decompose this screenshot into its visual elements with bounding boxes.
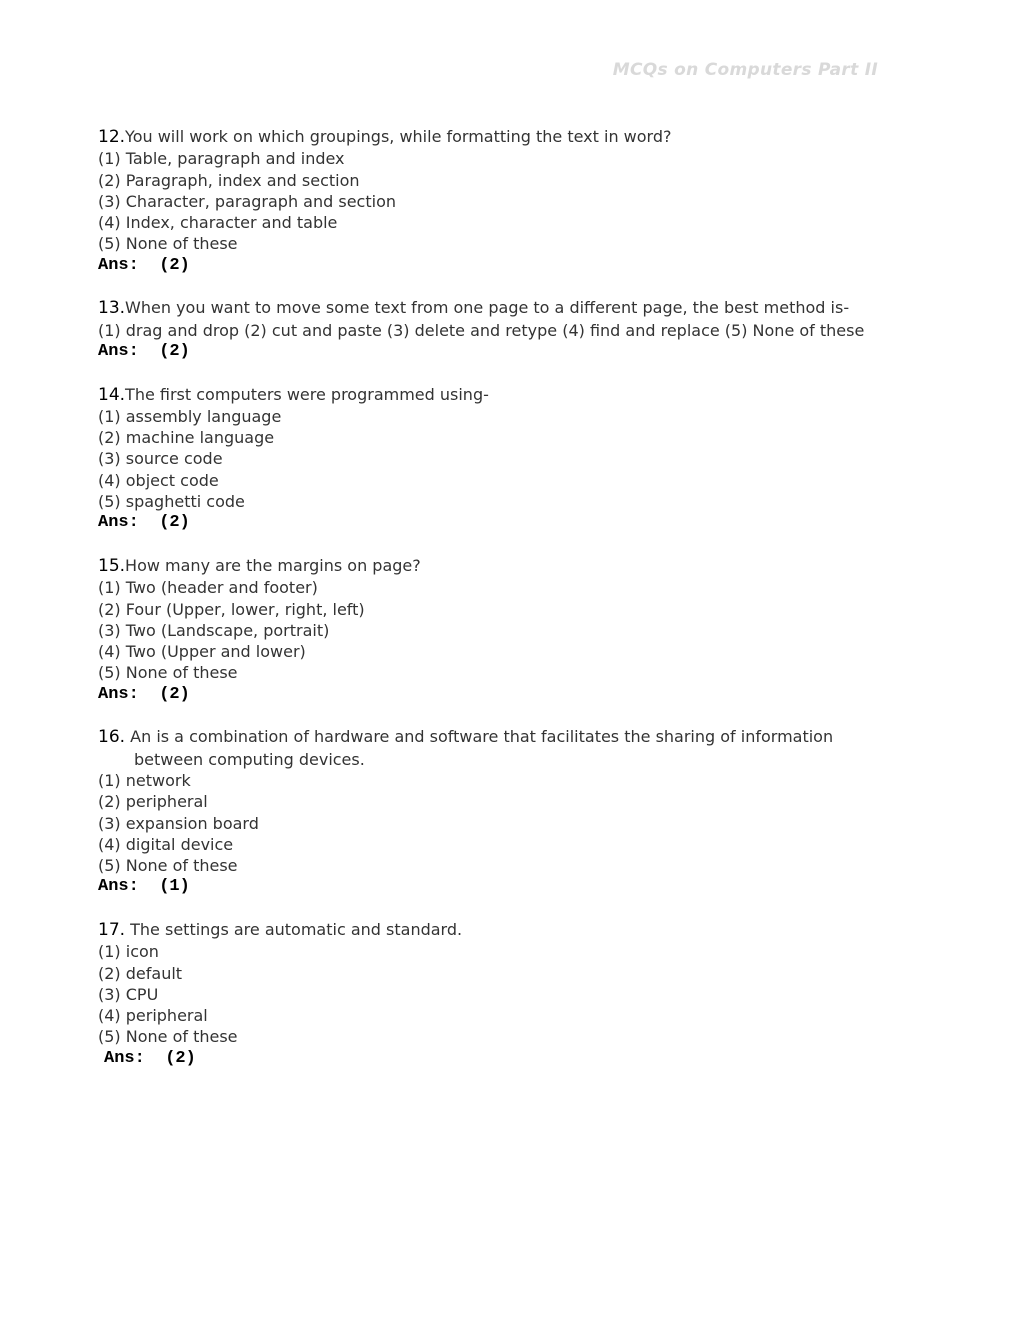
answer: Ans: (2) (104, 1048, 196, 1068)
answer: Ans: (2) (98, 341, 190, 361)
option-4: (4) digital device (98, 834, 234, 854)
answer: Ans: (1) (98, 877, 190, 897)
question-stem: The settings are automatic and standard. (130, 919, 463, 939)
question-number: 15. (98, 555, 126, 576)
option-3: (3) Two (Landscape, portrait) (98, 620, 330, 640)
option-3: (3) expansion board (98, 813, 259, 833)
option-5: (5) None of these (98, 234, 238, 254)
option-1: (1) icon (98, 942, 159, 962)
option-4: (4) Two (Upper and lower) (98, 642, 306, 662)
page-header-title: MCQs on Computers Part II (612, 60, 878, 80)
answer: Ans: (2) (98, 255, 190, 275)
question-15 (98, 555, 878, 705)
option-5: (5) None of these (98, 1027, 238, 1047)
option-5: (5) None of these (98, 663, 238, 683)
option-2: (2) peripheral (98, 792, 208, 812)
options-inline: (1) drag and drop (2) cut and paste (3) delete and retype (4) find and replace (5) None of these (98, 320, 865, 340)
question-number: 14. (98, 384, 126, 405)
option-2: (2) default (98, 963, 183, 983)
question-number: 13. (98, 298, 126, 319)
question-number: 17. (98, 919, 126, 940)
question-12 (98, 126, 878, 276)
question-text (98, 297, 878, 319)
option-3: (3) source code (98, 449, 223, 469)
question-text (98, 919, 878, 941)
option-4: (4) object code (98, 470, 219, 490)
option-2: (2) machine language (98, 428, 275, 448)
option-4: (4) Index, character and table (98, 213, 338, 233)
question-text (98, 555, 878, 577)
question-stem: You will work on which groupings, while formatting the text in word? (125, 127, 672, 146)
option-2: (2) Paragraph, index and section (98, 170, 360, 190)
question-text (98, 384, 878, 406)
question-17 (98, 919, 878, 1069)
option-5: (5) None of these (98, 856, 238, 876)
option-2: (2) Four (Upper, lower, right, left) (98, 599, 365, 619)
answer: Ans: (2) (98, 513, 190, 533)
question-list (98, 126, 878, 1090)
option-4: (4) peripheral (98, 1006, 208, 1026)
option-3: (3) Character, paragraph and section (98, 191, 396, 211)
answer: Ans: (2) (98, 684, 190, 704)
option-1: (1) Two (header and footer) (98, 578, 318, 598)
option-1: (1) Table, paragraph and index (98, 149, 345, 169)
option-1: (1) network (98, 770, 191, 790)
question-13 (98, 297, 878, 362)
question-stem: An is a combination of hardware and software that facilitates the sharing of information between computing devices. (130, 727, 834, 769)
option-5: (5) spaghetti code (98, 492, 245, 512)
option-3: (3) CPU (98, 984, 159, 1004)
question-stem: How many are the margins on page? (125, 555, 421, 575)
option-1: (1) assembly language (98, 406, 282, 426)
question-stem: When you want to move some text from one page to a different page, the best method is- (125, 298, 850, 318)
question-16 (98, 726, 878, 897)
question-number: 16. (98, 727, 126, 748)
question-text (98, 726, 878, 770)
question-stem: The first computers were programmed using- (125, 384, 489, 404)
question-text (98, 126, 878, 148)
question-14 (98, 384, 878, 534)
question-number: 12. (98, 127, 126, 147)
